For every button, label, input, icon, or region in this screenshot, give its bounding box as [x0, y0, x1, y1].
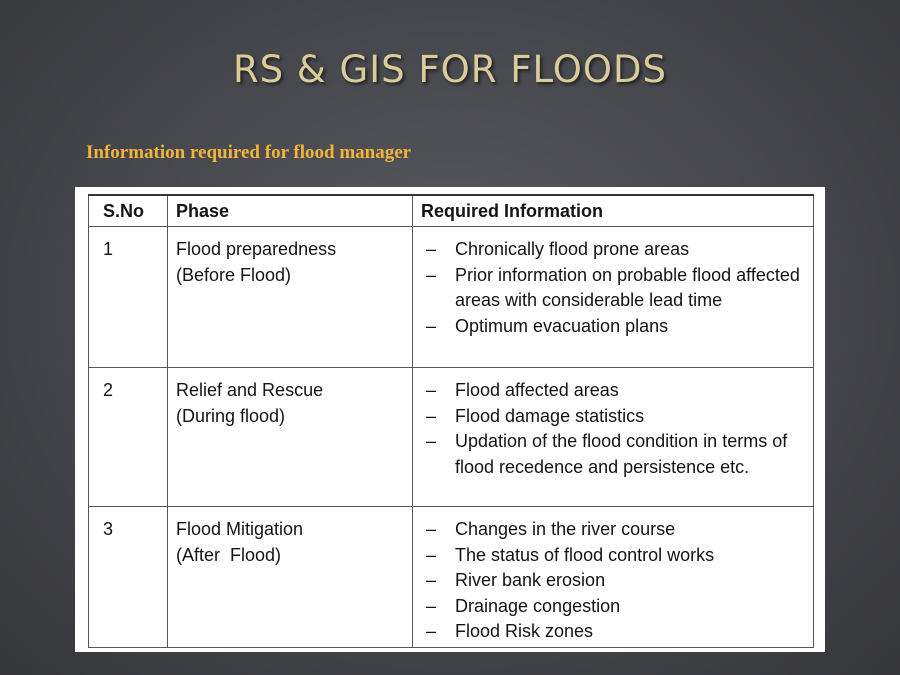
flood-info-table	[88, 194, 814, 648]
phase-period: (After Flood)	[176, 544, 282, 565]
table-row	[89, 227, 814, 368]
phase-name: Flood preparedness	[176, 239, 337, 259]
phase-name: Flood Mitigation	[176, 519, 304, 539]
table-image	[75, 187, 825, 652]
info-item: – Optimum evacuation plans	[421, 314, 805, 340]
header-phase: Phase	[168, 195, 413, 227]
row-phase	[168, 227, 413, 368]
phase-name: Relief and Rescue	[176, 380, 324, 400]
row-sno: 2	[89, 368, 168, 507]
phase-period: (Before Flood)	[176, 264, 292, 285]
table-row	[89, 507, 814, 648]
phase-period: (During flood)	[176, 405, 286, 426]
info-item: – Prior information on probable flood affected areas with considerable lead time	[421, 263, 805, 314]
header-sno: S.No	[89, 195, 168, 227]
slide-title: RS & GIS FOR FLOODS	[232, 48, 668, 91]
info-item: – River bank erosion	[421, 568, 805, 594]
info-item: – Flood Risk zones	[421, 619, 805, 645]
header-required-information: Required Information	[413, 195, 814, 227]
info-item: – Flood damage statistics	[421, 404, 805, 430]
info-item: – Flood affected areas	[421, 378, 805, 404]
info-item: – Changes in the river course	[421, 517, 805, 543]
row-required-information	[413, 227, 814, 368]
slide-subtitle: Information required for flood manager	[86, 142, 412, 163]
table-row	[89, 368, 814, 507]
row-phase	[168, 368, 413, 507]
info-item: – Drainage congestion	[421, 594, 805, 620]
info-item: – Updation of the flood condition in terms of flood recedence and persistence etc.	[421, 429, 805, 480]
row-sno: 1	[89, 227, 168, 368]
row-required-information	[413, 507, 814, 648]
info-item: – The status of flood control works	[421, 543, 805, 569]
row-phase	[168, 507, 413, 648]
row-required-information	[413, 368, 814, 507]
row-sno: 3	[89, 507, 168, 648]
info-item: – Chronically flood prone areas	[421, 237, 805, 263]
table-header-row	[89, 195, 814, 227]
